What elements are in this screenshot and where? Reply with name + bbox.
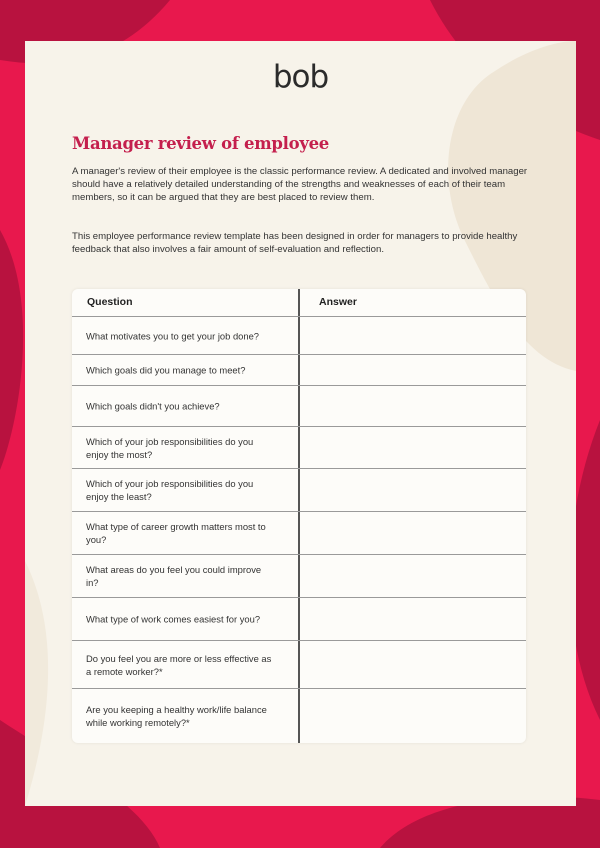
brand-logo: bob <box>272 59 329 95</box>
table-row <box>72 354 526 385</box>
table-row <box>72 640 526 688</box>
question-cell: What areas do you feel you could improve in? <box>86 564 262 588</box>
answer-cell[interactable] <box>300 598 526 640</box>
table-row <box>72 511 526 554</box>
intro-paragraph: A manager's review of their employee is the classic performance review. A dedicated and involved manager should have a relatively detailed understanding of the strengths and weaknesses of each of their team members, so it can be argued that they are best placed to review them. <box>72 166 528 203</box>
answer-cell[interactable] <box>300 555 526 597</box>
question-cell: What motivates you to get your job done? <box>86 330 260 341</box>
question-cell: What type of career growth matters most to you? <box>86 521 266 545</box>
answer-cell[interactable] <box>300 317 526 354</box>
table-row <box>72 426 526 468</box>
table-row <box>72 468 526 511</box>
question-cell: Which of your job responsibilities do you enjoy the most? <box>86 435 254 460</box>
table-row <box>72 385 526 426</box>
answer-cell[interactable] <box>300 512 526 554</box>
page-title: Manager review of employee <box>72 134 330 153</box>
answer-cell[interactable] <box>300 641 526 688</box>
review-table <box>72 289 526 743</box>
table-row <box>72 688 526 743</box>
question-cell: What type of work comes easiest for you? <box>86 613 261 625</box>
question-cell: Are you keeping a healthy work/life balance while working remotely?* <box>86 704 267 728</box>
question-cell: Which goals did you manage to meet? <box>86 364 246 376</box>
answer-cell[interactable] <box>300 689 526 743</box>
answer-cell[interactable] <box>300 355 526 385</box>
answer-cell[interactable] <box>300 469 526 511</box>
table-row <box>72 554 526 597</box>
question-cell: Do you feel you are more or less effective as a remote worker?* <box>86 652 272 677</box>
answer-cell[interactable] <box>300 386 526 426</box>
question-cell: Which goals didn't you achieve? <box>86 400 220 412</box>
answer-cell[interactable] <box>300 427 526 468</box>
question-column-header: Question <box>87 296 133 308</box>
answer-column-header: Answer <box>319 296 357 308</box>
table-row <box>72 597 526 640</box>
template-description-paragraph: This employee performance review template has been designed in order for managers to provide healthy feedback that also involves a fair amount of self-evaluation and reflection. <box>72 231 518 255</box>
question-cell: Which of your job responsibilities do you enjoy the least? <box>86 478 254 502</box>
table-body <box>72 316 526 743</box>
table-row <box>72 316 526 354</box>
document-page <box>25 41 576 806</box>
